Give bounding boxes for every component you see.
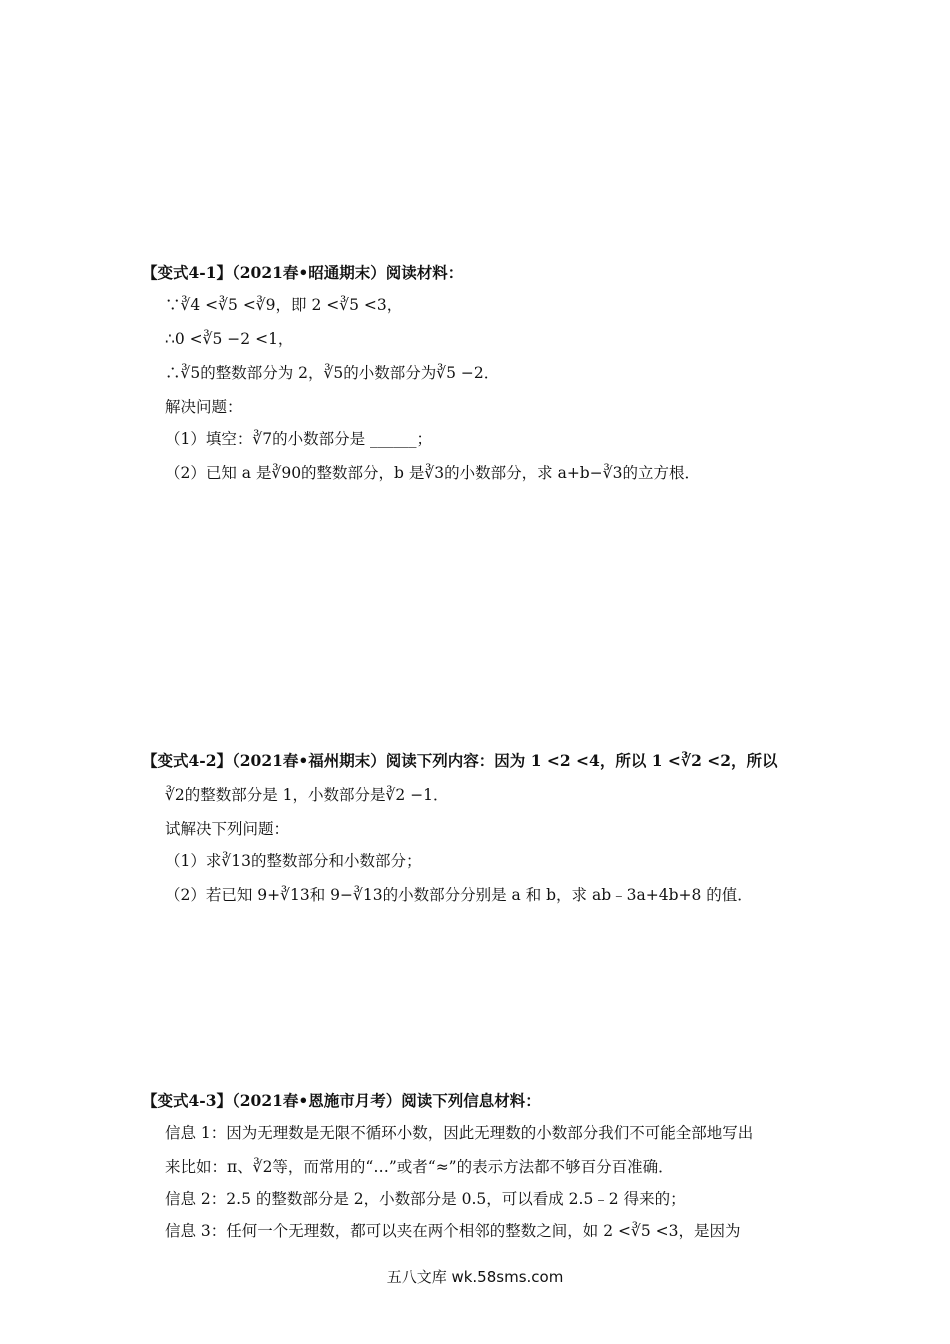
page-footer: 五八文库 wk.58sms.com	[386, 1268, 564, 1286]
section-1-question-2: （2）已知 a 是∛90的整数部分，b 是∛3的小数部分，求 a+b−∛3的立方根．	[165, 464, 700, 482]
section-2-question-2: （2）若已知 9+∛13和 9−∛13的小数部分分别是 a 和 b，求 ab﹣3a+4b+8 的值．	[165, 886, 753, 904]
section-1-line-3: ∴∛5的整数部分为 2，∛5的小数部分为∛5 −2．	[165, 364, 500, 382]
section-1-line-1: ∵∛4 <∛5 <∛9，即 2 <∛5 <3，	[165, 296, 403, 314]
section-2-header: 【变式4-2】（2021春•福州期末）阅读下列内容：因为 1 <2 <4，所以 1 <∛2 <2，所以	[142, 751, 778, 770]
section-1-line-2: ∴0 <∛5 −2 <1，	[165, 330, 294, 348]
section-2-question-1: （1）求∛13的整数部分和小数部分；	[165, 852, 422, 870]
section-3-header: 【变式4-3】（2021春•恩施市月考）阅读下列信息材料：	[142, 1091, 541, 1110]
section-3-info-3: 信息 3：任何一个无理数，都可以夹在两个相邻的整数之间，如 2 <∛5 <3，是因为	[165, 1222, 741, 1240]
section-3-info-1: 信息 1：因为无理数是无限不循环小数，因此无理数的小数部分我们不可能全部地写出	[165, 1124, 754, 1142]
section-2-line-2: 试解决下列问题：	[165, 820, 290, 838]
section-3-info-2: 信息 2：2.5 的整数部分是 2，小数部分是 0.5，可以看成 2.5﹣2 得来的；	[165, 1190, 686, 1208]
section-1-line-4: 解决问题：	[165, 398, 243, 416]
section-2-line-1: ∛2的整数部分是 1，小数部分是∛2 −1．	[165, 786, 449, 804]
section-3-info-1-cont: 来比如：π、∛2等，而常用的“…”或者“≈”的表示方法都不够百分百准确．	[165, 1158, 674, 1176]
section-1-header: 【变式4-1】（2021春•昭通期末）阅读材料：	[142, 263, 464, 282]
section-1-question-1: （1）填空：∛7的小数部分是 ______；	[165, 430, 433, 448]
